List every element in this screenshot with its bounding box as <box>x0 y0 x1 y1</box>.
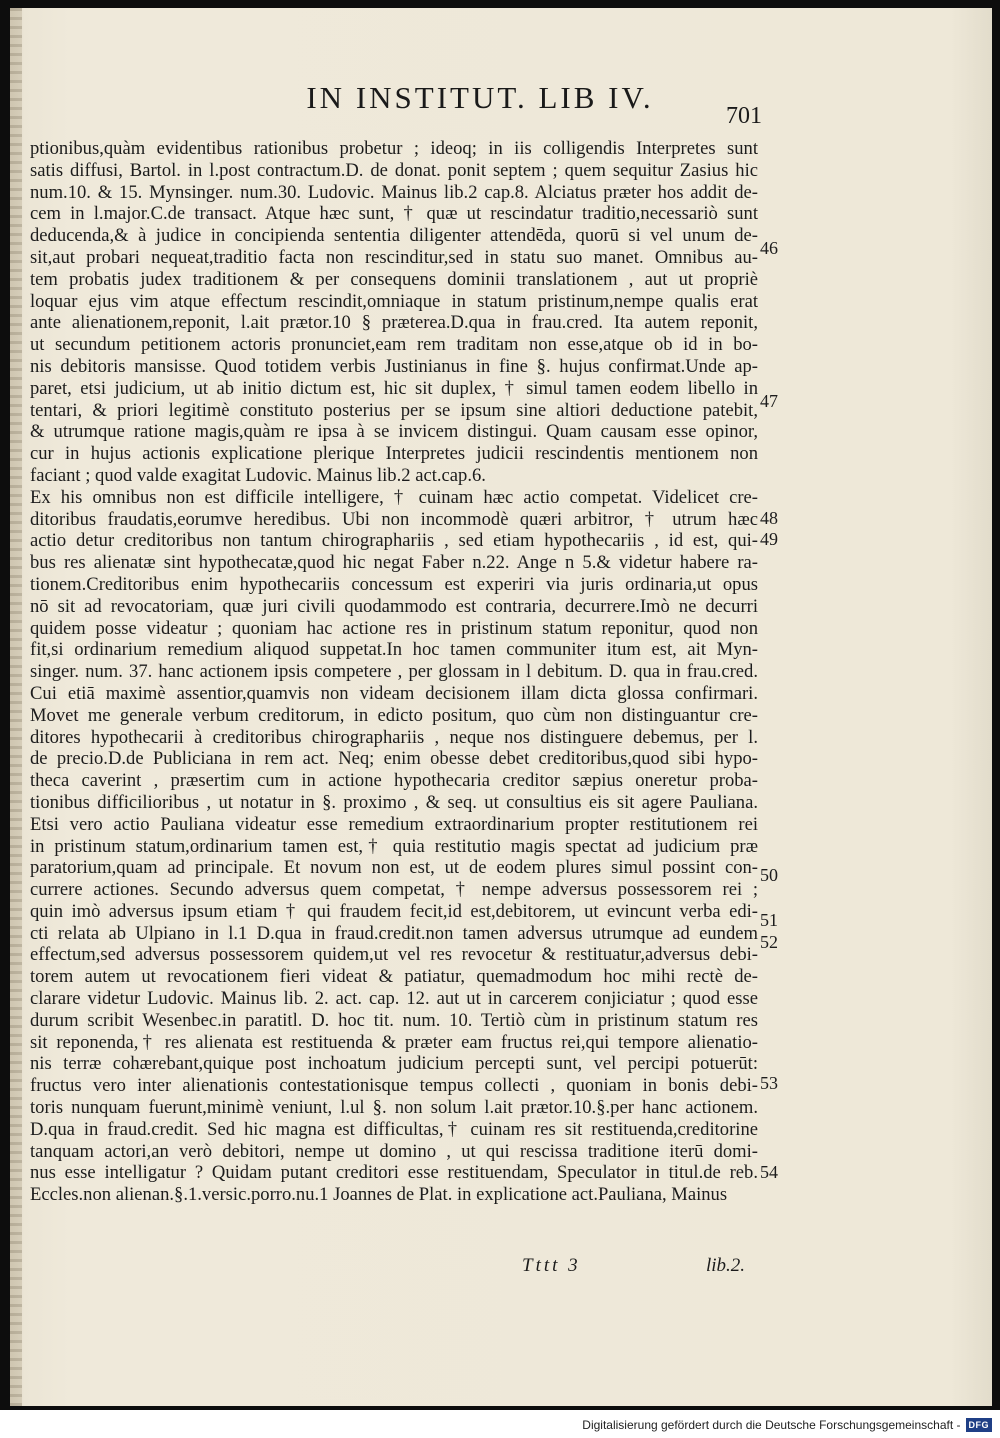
text-line: ante alienationem,reponit, l.ait prætor.10 § præterea.D.qua in frau.cred. Ita autem reponit, <box>30 312 758 334</box>
text-line: tentari, & priori legitimè constituto posterius per se ipsum sine altiori deductione patebit, <box>30 399 758 421</box>
text-line: Movet me generale verbum creditorum, in edicto positum, quo cùm non distinguantur cre- <box>30 704 758 726</box>
text-line: nis terræ cohærebant,quique post inchoatum judicium percepti sunt, vel percipi potuerūt: <box>30 1053 758 1075</box>
text-line: tanquam actori,an verò debitori, nempe ut domino , ut qui rescissa traditione iterū domi- <box>30 1140 758 1162</box>
text-line: in pristinum statum,ordinarium tamen est,† quia restitutio magis spectat ad judicium præ <box>30 835 758 857</box>
text-line: paratorium,quam ad principale. Et novum non est, ut de eodem plures simul possint con- <box>30 857 758 879</box>
text-line: ditoribus fraudatis,eorumve heredibus. Ubi non incommodè quæri arbitror, † utrum hæc <box>30 508 758 530</box>
signature-mark: Tttt 3 <box>522 1255 581 1276</box>
margin-number: 49 <box>760 529 778 549</box>
footer-text: Digitalisierung gefördert durch die Deutsche Forschungsgemeinschaft - <box>582 1418 961 1432</box>
text-line: singer. num. 37. hanc actionem ipsis competere , per glossam in l debitum. D. qua in frau.cred. <box>30 661 758 683</box>
digitization-footer <box>582 1418 992 1432</box>
text-line: ditores hypothecarii à creditoribus chirographariis , neque nos distinguere debemus, per l. <box>30 726 758 748</box>
margin-number: 52 <box>760 932 778 952</box>
text-line: currere actiones. Secundo adversus quem competat, † nempe adversus possessorem rei ; <box>30 879 758 901</box>
text-line: sit reponenda,† res alienata est restituenda & præter eam fructus rei,qui tempore alienatio- <box>30 1031 758 1053</box>
margin-number: 54 <box>760 1162 778 1182</box>
page-number: 701 <box>726 103 762 129</box>
catchword: lib.2. <box>706 1255 746 1276</box>
margin-number: 47 <box>760 391 778 411</box>
text-line: tionem.Creditoribus enim hypothecariis concessum est experiri via juris ordinaria,ut opus <box>30 573 758 595</box>
text-line: Eccles.non alienan.§.1.versic.porro.nu.1 Joannes de Plat. in explicatione act.Pauliana, Mainus <box>30 1184 728 1206</box>
dfg-logo: DFG <box>966 1418 993 1432</box>
text-line: faciant ; quod valde exagitat Ludovic. Mainus lib.2 act.cap.6. <box>30 464 486 486</box>
text-line: nus esse intelligatur ? Quidam putant creditori esse restituendam, Speculator in titul.de reb. <box>30 1162 758 1184</box>
text-line: durum scribit Wesenbec.in paratitl. D. hoc tit. num. 10. Tertiò cùm in pristinum statum res <box>30 1009 758 1031</box>
text-line: D.qua in fraud.credit. Sed hic magna est difficultas,† cuinam res sit restituenda,creditorine <box>30 1118 758 1140</box>
text-line: clarare videtur Ludovic. Mainus lib. 2. act. cap. 12. aut ut in carcerem conjiciatur ; quod esse <box>30 988 758 1010</box>
text-line: num.10. & 15. Mynsinger. num.30. Ludovic. Mainus lib.2 cap.8. Alciatus præter hos addit de- <box>30 181 758 203</box>
text-line: tem probatis judex traditionem & per consequens dominii translationem , aut ut propriè <box>30 268 758 290</box>
running-title: IN INSTITUT. LIB IV. <box>306 80 654 115</box>
text-line: de precio.D.de Publiciana in rem act. Neq; enim obesse debet creditoribus,quod sibi hypo- <box>30 748 758 770</box>
text-line: cem in l.major.C.de transact. Atque hæc sunt, † quæ ut rescindatur traditio,necessariò sunt <box>30 203 758 225</box>
text-line: ptionibus,quàm evidentibus rationibus probetur ; ideoq; in iis colligendis Interpretes sunt <box>30 138 758 159</box>
text-line: theca caverint , præsertim cum in actione hypothecaria creditor sæpius oneretur proba- <box>30 770 758 792</box>
text-line: nō sit ad revocatoriam, quæ juri civili quodammodo est contraria, decurrere.Imò ne decurri <box>30 595 758 617</box>
text-line: actio detur creditoribus non tantum chirographariis , sed etiam hypothecariis , id est, qui- <box>30 530 758 552</box>
text-line: loquar ejus vim atque effectum rescindit,omniaque in statum pristinum,nempe qualis erat <box>30 290 758 312</box>
text-line: Ex his omnibus non est difficile intelligere, † cuinam hæc actio competat. Videlicet cre- <box>30 486 758 508</box>
text-line: Etsi vero actio Pauliana videatur esse remedium extraordinarium propter restitutionem rei <box>30 813 758 835</box>
text-line: & utrumque ratione magis,quàm re ipsa à se invicem distingui. Quam causam esse opinor, <box>30 421 758 443</box>
page-binding-edge <box>10 8 22 1406</box>
margin-number: 50 <box>760 865 778 885</box>
text-line: Cui etiā maximè assentior,quamvis non videam decisionem illam dicta glossa confirmari. <box>30 682 758 704</box>
text-line: ut secundum petitionem actoris pronunciet,eam rem traditam non esse,atque ob id in bo- <box>30 334 758 356</box>
text-line: deducenda,& à judice in concipienda sententia diligenter attendēda, quorū si vel unum de- <box>30 225 758 247</box>
body-text <box>30 138 758 1206</box>
text-line: fit,si ordinarium remedium aliquod suppetat.In hoc tamen communiter itum est, ait Myn- <box>30 639 758 661</box>
text-line: sit,aut probari nequeat,traditio facta non rescinditur,sed in statu suo manet. Omnibus au- <box>30 246 758 268</box>
text-line: bus res alienatæ sint hypothecatæ,quod hic negat Faber n.22. Ange n 5.& videtur habere ra- <box>30 552 758 574</box>
text-line: cur in hujus actionis explicatione plerique Interpretes judicii rescindentis mentionem non <box>30 443 758 465</box>
text-line: toris nunquam fuerunt,minimè veniunt, l.ul §. non solum l.ait prætor.10.§.per hanc actionem. <box>30 1097 758 1119</box>
margin-number: 46 <box>760 238 778 258</box>
text-line: paret, etsi judicium, ut ab initio dictum est, hic sit duplex, † simul tamen eodem libello in <box>30 377 758 399</box>
text-line: torem autem ut revocationem fieri videat & patiatur, quemadmodum hoc mihi rectè de- <box>30 966 758 988</box>
margin-number: 53 <box>760 1073 778 1093</box>
text-line: quin imò adversus ipsum etiam † qui fraudem fecit,id est,debitorem, ut evincunt verba edi- <box>30 900 758 922</box>
text-line: tionibus difficilioribus , ut notatur in §. proximo , & seq. ut consultius eis sit agere Pauliana. <box>30 791 758 813</box>
text-line: effectum,sed adversus possessorem quidem,ut vel res revocetur & restituatur,adversus debi- <box>30 944 758 966</box>
text-line: satis diffusi, Bartol. in l.post contractum.D. de donat. ponit septem ; quem sequitur Zasius hic <box>30 159 758 181</box>
text-line: cti relata ab Ulpiano in l.1 D.qua in fraud.credit.non tamen adversus utrumque ad eundem <box>30 922 758 944</box>
text-line: nis debitoris mansisse. Quod totidem verbis Justinianus in fine §. hujus confirmat.Unde ap- <box>30 355 758 377</box>
margin-number: 48 <box>760 508 778 528</box>
margin-number: 51 <box>760 910 778 930</box>
text-line: fructus vero inter alienationis contestationisque tempus collecti , quoniam in bonis debi- <box>30 1075 758 1097</box>
text-line: quidem posse videatur ; quoniam hac actione res in pristinum statum reponitur, quod non <box>30 617 758 639</box>
